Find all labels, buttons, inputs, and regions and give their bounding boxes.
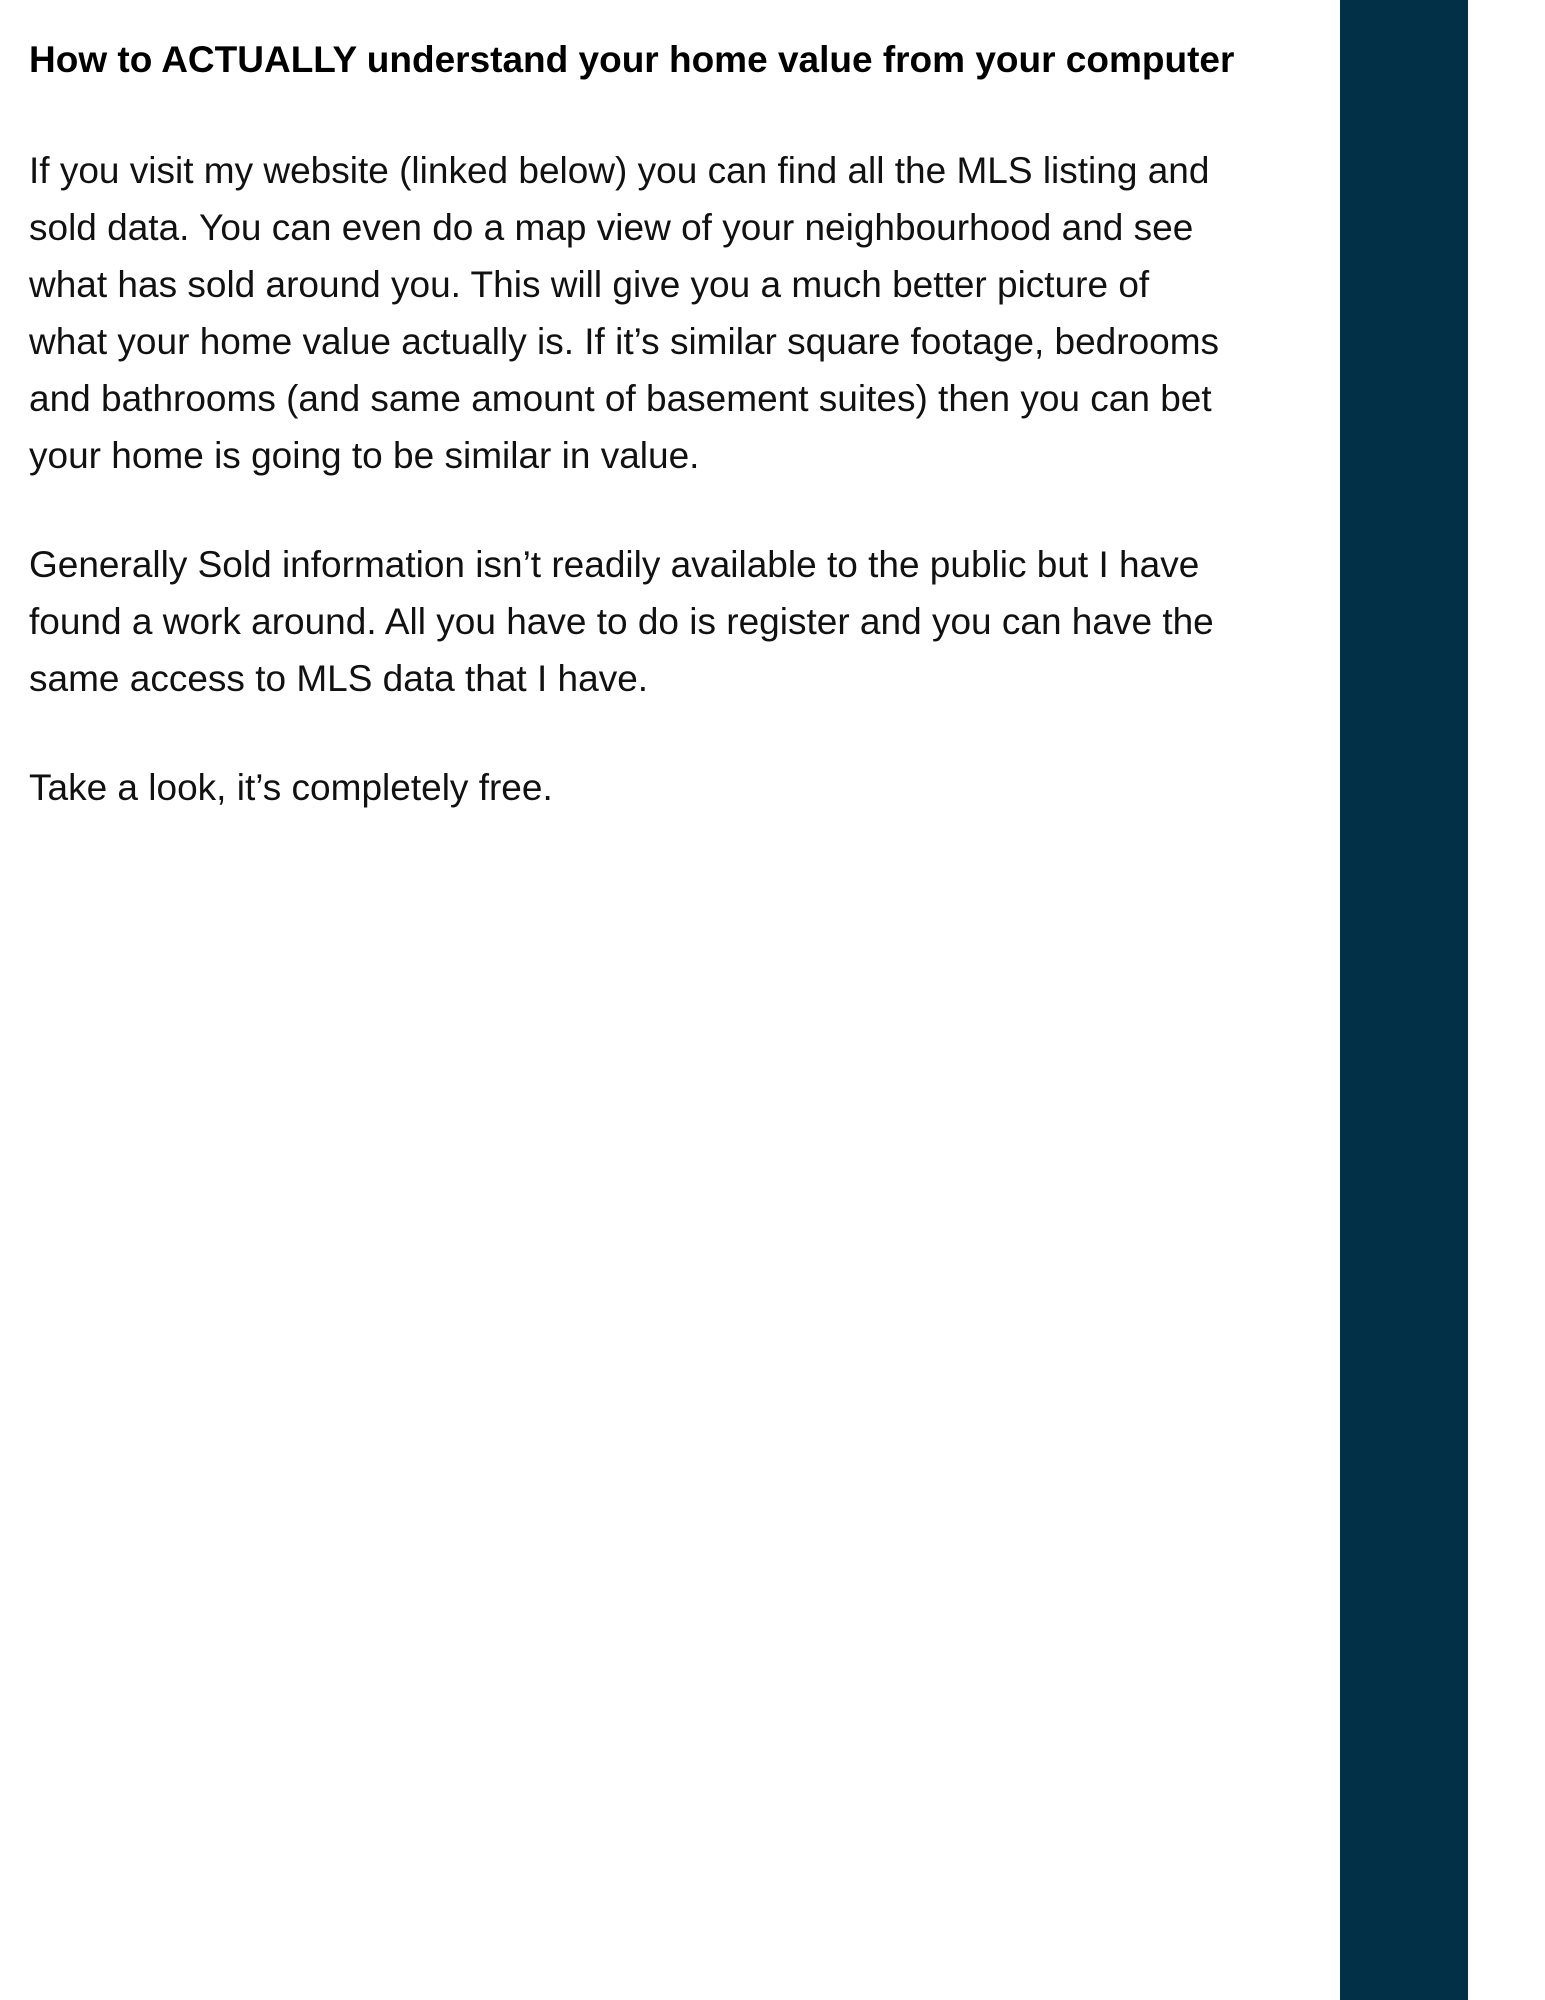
paragraph-line: Take a look, it’s completely free. — [29, 767, 553, 808]
paragraph-take-a-look — [29, 759, 1339, 816]
paragraph-mls-data — [29, 142, 1339, 484]
document-title: How to ACTUALLY understand your home value from your computer — [29, 39, 1235, 80]
decorative-sidebar-bar — [1340, 0, 1468, 2000]
paragraph-line: and bathrooms (and same amount of basement suites) then you can bet — [29, 378, 1212, 419]
paragraph-line: what has sold around you. This will give you a much better picture of — [29, 264, 1150, 305]
paragraph-line: found a work around. All you have to do is register and you can have the — [29, 601, 1214, 642]
paragraph-line: what your home value actually is. If it’s similar square footage, bedrooms — [29, 321, 1220, 362]
paragraph-line: your home is going to be similar in value. — [29, 435, 700, 476]
paragraph-line: Generally Sold information isn’t readily available to the public but I have — [29, 544, 1200, 585]
document-body — [29, 30, 1339, 816]
paragraph-line: sold data. You can even do a map view of your neighbourhood and see — [29, 207, 1194, 248]
paragraph-sold-info — [29, 536, 1339, 707]
paragraph-line: same access to MLS data that I have. — [29, 658, 649, 699]
paragraph-line: If you visit my website (linked below) you can find all the MLS listing and — [29, 150, 1210, 191]
